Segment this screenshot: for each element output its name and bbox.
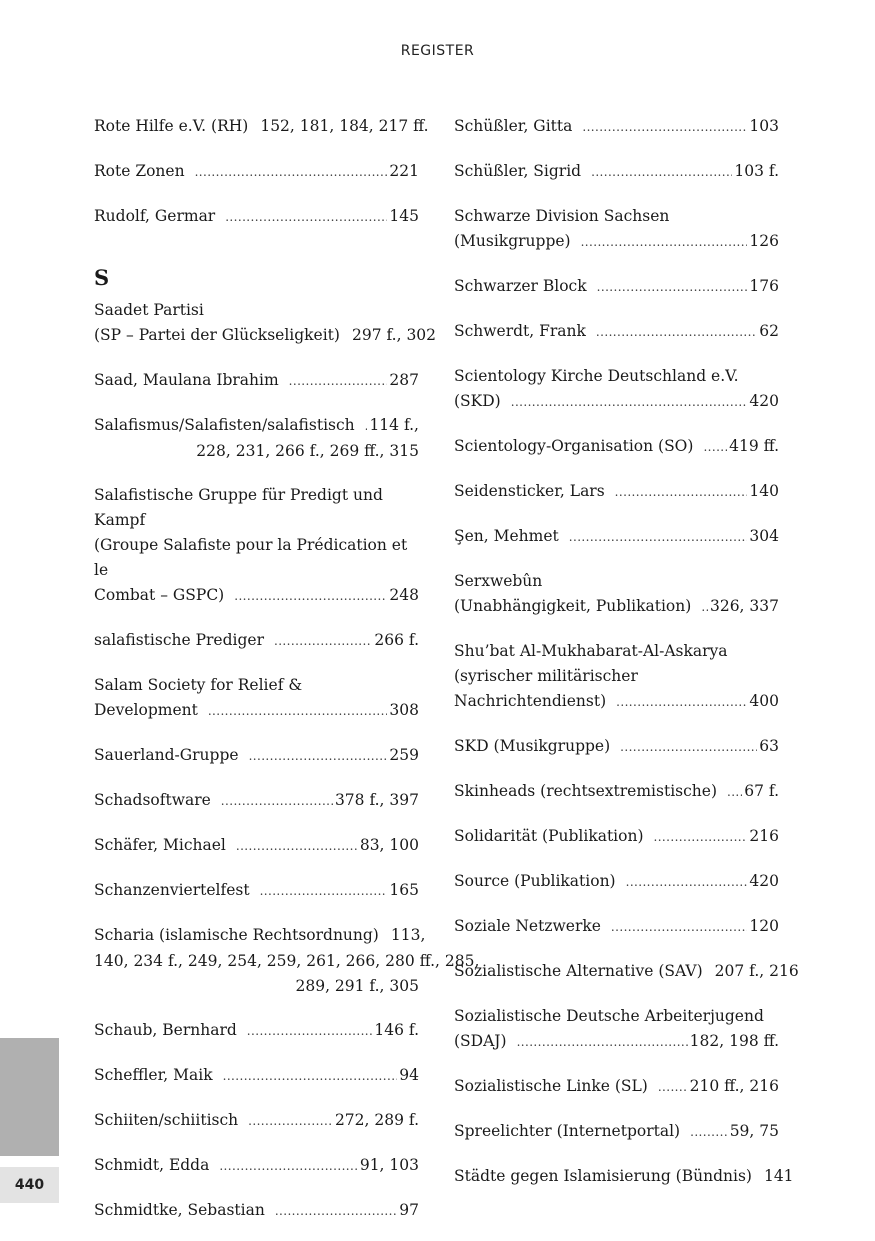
entry-line: [454, 959, 799, 985]
entry-text-line: Sozialistische Deutsche Arbeiterjugend: [454, 1007, 764, 1025]
entry-text-line: Serxwebûn: [454, 572, 543, 590]
entry-term: Schüßler, Gitta: [454, 117, 573, 135]
entry-pages: 103: [749, 117, 779, 135]
dot-leader: [274, 629, 372, 654]
entry-term: Schwarzer Block: [454, 277, 587, 295]
dot-leader: [219, 1154, 357, 1179]
entry-line: [94, 1063, 419, 1089]
entry-line: [94, 788, 419, 814]
entry-text-line: Saadet Partisi: [94, 301, 204, 319]
entry-pages: 216: [749, 827, 779, 845]
entry-pages: 67 f.: [744, 782, 779, 800]
entry-pages: 304: [749, 527, 779, 545]
dot-leader: [620, 735, 757, 760]
entry-pages: 63: [759, 737, 779, 755]
entry-term: Sozialistische Linke (SL): [454, 1077, 648, 1095]
entry-line: [454, 229, 779, 255]
index-entry: [454, 114, 779, 140]
entry-pages: 140: [749, 482, 779, 500]
entry-term: Seidensticker, Lars: [454, 482, 605, 500]
dot-leader: [597, 275, 748, 300]
entry-pages: 400: [749, 692, 779, 710]
index-entry: [454, 479, 779, 505]
entry-term: Städte gegen Islamisierung (Bündnis): [454, 1167, 752, 1185]
dot-leader: [581, 230, 748, 255]
index-entry: [94, 1108, 419, 1134]
entry-pages: 287: [389, 371, 419, 389]
entry-line: [94, 878, 419, 904]
entry-term: (SKD): [454, 392, 501, 410]
index-entry: [454, 159, 779, 185]
index-entry: [94, 1198, 419, 1224]
entry-pages-continued: 140, 234 f., 249, 254, 259, 261, 266, 280 ff., 285,: [94, 952, 480, 970]
index-entry: [454, 319, 779, 345]
entry-line: [454, 1029, 779, 1055]
index-entry: [94, 298, 437, 349]
dot-leader: [249, 744, 388, 769]
index-entry: [454, 274, 779, 300]
entry-line: [454, 594, 779, 620]
entry-pages: 59, 75: [729, 1122, 779, 1140]
dot-leader: [221, 789, 333, 814]
entry-term: (Musikgruppe): [454, 232, 571, 250]
dot-leader: [223, 1064, 398, 1089]
entry-pages: 126: [749, 232, 779, 250]
entry-line: [94, 368, 419, 394]
entry-text-line: Salafistische Gruppe für Predigt und Kampf: [94, 486, 383, 529]
index-entry: [454, 914, 779, 940]
dot-leader: [260, 879, 388, 904]
entry-text-line: Shu’bat Al-Mukhabarat-Al-Askarya: [454, 642, 728, 660]
dot-leader: [234, 584, 387, 609]
entry-line: [94, 628, 419, 654]
dot-leader: [225, 205, 387, 230]
entry-term: Sauerland-Gruppe: [94, 746, 239, 764]
dot-leader: [596, 320, 757, 345]
entry-line: [94, 1018, 419, 1044]
dot-leader: [690, 1120, 728, 1145]
page-number: 440: [0, 1167, 59, 1203]
dot-leader: [626, 870, 748, 895]
dot-leader: [517, 1030, 688, 1055]
index-entry: [94, 628, 419, 654]
entry-pages: 165: [389, 881, 419, 899]
entry-pages: 420: [749, 872, 779, 890]
entry-line: [94, 698, 419, 724]
index-entry: [454, 1119, 779, 1145]
entry-pages: 120: [749, 917, 779, 935]
entry-line: [94, 923, 426, 949]
entry-line: [94, 1108, 419, 1134]
entry-line: [94, 159, 419, 185]
index-entry: [454, 639, 779, 715]
entry-term: Solidarität (Publikation): [454, 827, 644, 845]
index-entry: [94, 788, 419, 814]
entry-pages: 94: [399, 1066, 419, 1084]
dot-leader: [727, 780, 742, 805]
entry-line: [94, 1198, 419, 1224]
entry-line: [94, 583, 419, 609]
entry-pages: 113,: [390, 926, 426, 944]
index-entry: [454, 824, 779, 850]
entry-pages: 97: [399, 1201, 419, 1219]
entry-term: SKD (Musikgruppe): [454, 737, 611, 755]
entry-text-line: Schwarze Division Sachsen: [454, 207, 670, 225]
entry-line: [94, 743, 419, 769]
entry-line: [454, 389, 779, 415]
entry-line: [454, 824, 779, 850]
entry-line: [454, 689, 779, 715]
entry-line: [454, 1074, 779, 1100]
entry-term: Scheffler, Maik: [94, 1066, 213, 1084]
index-entry: [94, 1018, 419, 1044]
entry-line: [454, 869, 779, 895]
entry-term: Rote Zonen: [94, 162, 185, 180]
entry-pages: 141: [763, 1167, 794, 1185]
index-entry: [454, 434, 779, 460]
index-entry: [454, 364, 779, 415]
entry-term: Şen, Mehmet: [454, 527, 559, 545]
entry-term: Salafismus/Salafisten/salafistisch: [94, 416, 355, 434]
entry-text-line: (syrischer militärischer: [454, 667, 638, 685]
dot-leader: [615, 480, 748, 505]
dot-leader: [365, 414, 368, 439]
running-head: REGISTER: [400, 43, 475, 59]
entry-pages: 297 f., 302: [351, 326, 437, 344]
index-entry: [454, 1164, 794, 1190]
entry-line: [454, 1119, 779, 1145]
entry-term: Nachrichtendienst): [454, 692, 607, 710]
entry-term: (SP – Partei der Glückseligkeit): [94, 326, 340, 344]
entry-term: Schwerdt, Frank: [454, 322, 586, 340]
entry-line: [454, 524, 779, 550]
dot-leader: [247, 1019, 373, 1044]
dot-leader: [208, 699, 388, 724]
entry-term: Saad, Maulana Ibrahim: [94, 371, 279, 389]
entry-pages: 182, 198 ff.: [689, 1032, 779, 1050]
entry-pages: 419 ff.: [729, 437, 779, 455]
entry-pages: 259: [389, 746, 419, 764]
entry-line: [454, 1164, 794, 1190]
index-column-right: [454, 114, 799, 1190]
entry-pages: 210 ff., 216: [689, 1077, 779, 1095]
entry-line: [454, 779, 779, 805]
index-entry: [94, 1153, 419, 1179]
entry-pages-continued: 289, 291 f., 305: [295, 977, 419, 995]
index-entry: [454, 569, 779, 620]
entry-line: [94, 323, 437, 349]
entry-line: [94, 114, 429, 140]
entry-term: Soziale Netzwerke: [454, 917, 601, 935]
index-entry: [454, 779, 779, 805]
entry-line: [94, 413, 419, 439]
entry-pages: 207 f., 216: [714, 962, 799, 980]
dot-leader: [701, 595, 708, 620]
entry-pages: 248: [389, 586, 419, 604]
entry-term: Source (Publikation): [454, 872, 616, 890]
entry-term: Schiiten/schiitisch: [94, 1111, 239, 1129]
entry-text-line: Scientology Kirche Deutschland e.V.: [454, 367, 739, 385]
index-entry: [454, 524, 779, 550]
entry-term: Spreelichter (Internetportal): [454, 1122, 681, 1140]
dot-leader: [658, 1075, 688, 1100]
index-entry: [94, 413, 419, 464]
dot-leader: [654, 825, 748, 850]
dot-leader: [569, 525, 748, 550]
dot-leader: [236, 834, 358, 859]
entry-term: salafistische Prediger: [94, 631, 264, 649]
entry-text-line: (Groupe Salafiste pour la Prédication et le: [94, 536, 408, 579]
entries-before-section: [94, 114, 429, 230]
entry-line: [454, 114, 779, 140]
index-entry: [454, 204, 779, 255]
index-entry: [454, 869, 779, 895]
entry-pages: 272, 289 f.: [334, 1111, 419, 1129]
entry-term: (Unabhängigkeit, Publikation): [454, 597, 692, 615]
entry-term: Schüßler, Sigrid: [454, 162, 582, 180]
entry-term: Skinheads (rechtsextremistische): [454, 782, 717, 800]
dot-leader: [582, 115, 747, 140]
entry-pages: 378 f., 397: [334, 791, 419, 809]
index-entry: [454, 959, 799, 985]
dot-leader: [511, 390, 748, 415]
entry-term: Schmidt, Edda: [94, 1156, 210, 1174]
entry-pages: 176: [749, 277, 779, 295]
entry-line: [94, 204, 419, 230]
entry-pages-continued: 228, 231, 266 f., 269 ff., 315: [196, 442, 419, 460]
index-entry: [94, 159, 419, 185]
dot-leader: [616, 690, 747, 715]
dot-leader: [248, 1109, 333, 1134]
entry-line: [454, 914, 779, 940]
index-entry: [94, 483, 419, 609]
entry-pages: 152, 181, 184, 217 ff.: [260, 117, 429, 135]
entry-line: [94, 1153, 419, 1179]
entry-pages: 91, 103: [359, 1156, 419, 1174]
dot-leader: [195, 160, 388, 185]
index-entry: [94, 923, 480, 999]
entries-right: [454, 114, 799, 1190]
entry-line: [454, 159, 779, 185]
dot-leader: [611, 915, 747, 940]
entry-term: Schmidtke, Sebastian: [94, 1201, 265, 1219]
index-entry: [94, 833, 419, 859]
entry-term: Development: [94, 701, 198, 719]
entry-line: [454, 734, 779, 760]
entry-pages: 266 f.: [374, 631, 419, 649]
entry-pages: 62: [759, 322, 779, 340]
entry-text-line: Salam Society for Relief &: [94, 676, 303, 694]
entry-line: [454, 274, 779, 300]
entry-pages: 146 f.: [374, 1021, 419, 1039]
entry-term: Rote Hilfe e.V. (RH): [94, 117, 249, 135]
index-entry: [94, 878, 419, 904]
index-entry: [94, 204, 419, 230]
dot-leader: [289, 369, 388, 394]
index-entry: [94, 114, 429, 140]
entry-term: (SDAJ): [454, 1032, 507, 1050]
dot-leader: [703, 435, 727, 460]
index-entry: [94, 1063, 419, 1089]
entry-pages: 83, 100: [359, 836, 419, 854]
entry-pages: 145: [389, 207, 419, 225]
entry-line: [454, 319, 779, 345]
entry-term: Schanzenviertelfest: [94, 881, 250, 899]
index-entry: [454, 734, 779, 760]
entry-term: Rudolf, Germar: [94, 207, 216, 225]
entry-term: Schadsoftware: [94, 791, 211, 809]
entry-pages: 420: [749, 392, 779, 410]
entry-term: Schaub, Bernhard: [94, 1021, 237, 1039]
entry-term: Sozialistische Alternative (SAV): [454, 962, 703, 980]
entry-pages: 103 f.: [734, 162, 779, 180]
dot-leader: [591, 160, 732, 185]
index-entry: [454, 1074, 779, 1100]
entry-pages: 308: [389, 701, 419, 719]
entry-term: Schäfer, Michael: [94, 836, 226, 854]
index-entry: [94, 673, 419, 724]
entry-line: [454, 434, 779, 460]
entry-term: Scientology-Organisation (SO): [454, 437, 694, 455]
index-entry: [454, 1004, 779, 1055]
index-entry: [94, 743, 419, 769]
dot-leader: [275, 1199, 397, 1224]
entry-line: [94, 833, 419, 859]
entry-term: Scharia (islamische Rechtsordnung): [94, 926, 379, 944]
section-letter: S: [94, 265, 110, 290]
thumb-index-tab: [0, 1038, 59, 1156]
entry-pages: 114 f.,: [369, 416, 419, 434]
entry-term: Combat – GSPC): [94, 586, 225, 604]
entry-line: [454, 479, 779, 505]
index-entry: [94, 368, 419, 394]
entry-pages: 326, 337: [709, 597, 779, 615]
entry-pages: 221: [389, 162, 419, 180]
